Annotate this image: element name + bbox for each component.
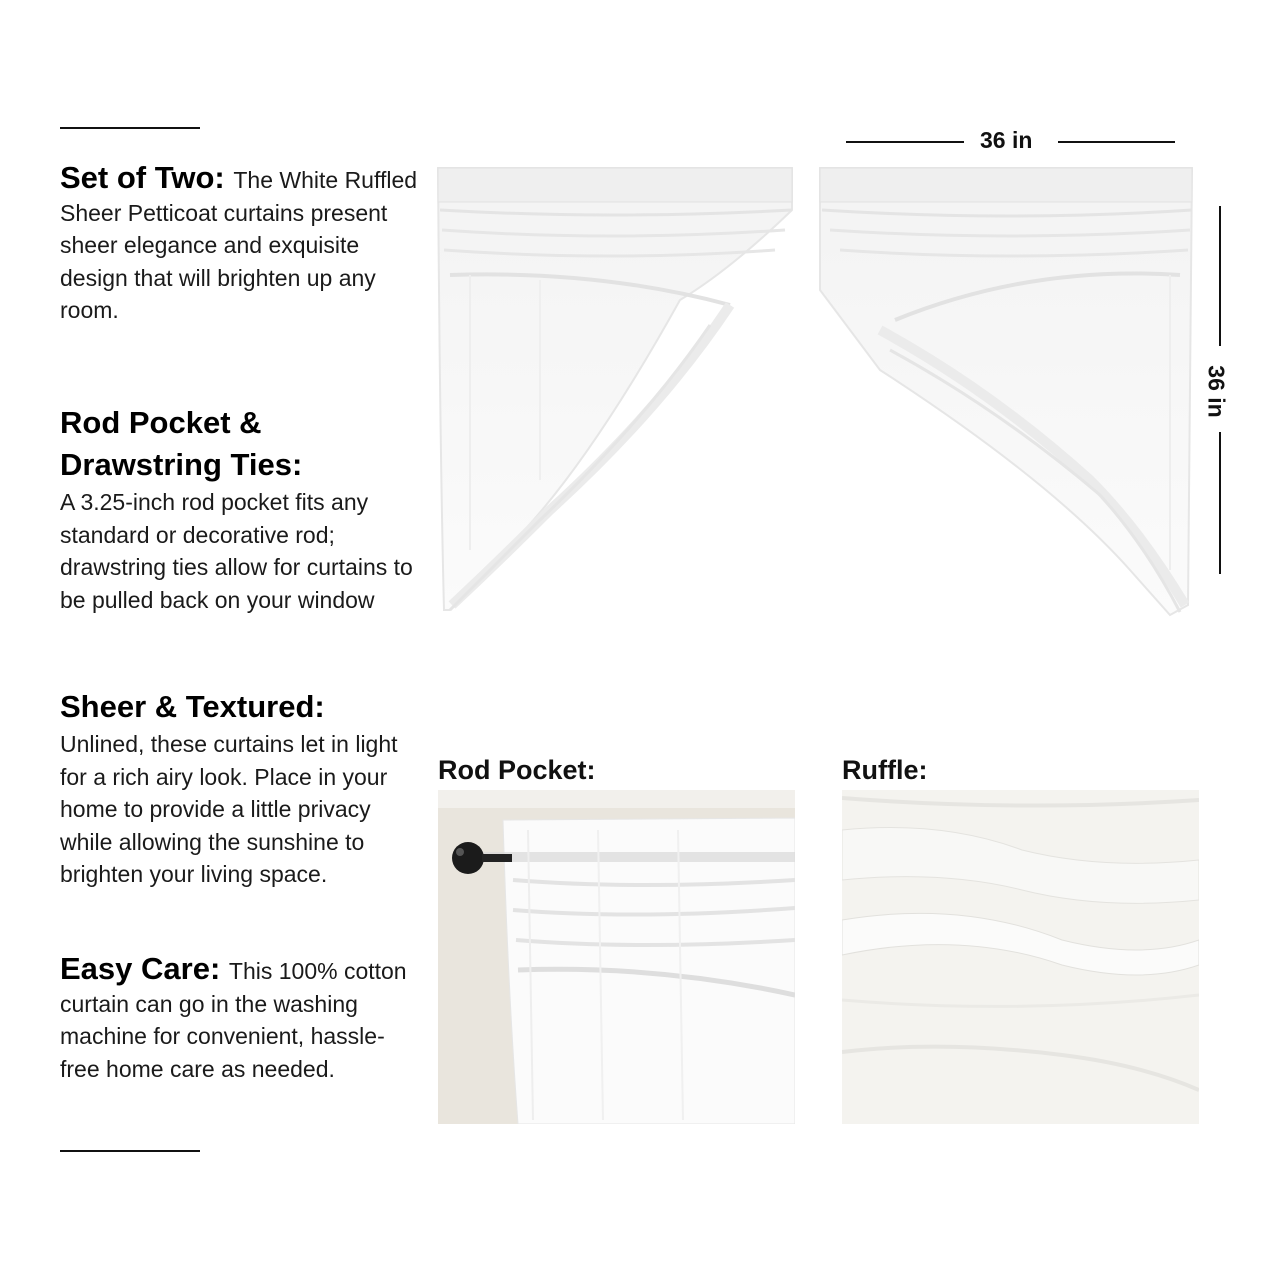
rod-pocket-label: Rod Pocket:	[438, 755, 596, 785]
bottom-divider	[60, 1150, 200, 1152]
feature-easy-care	[60, 953, 420, 1085]
ruffle-label: Ruffle:	[842, 755, 928, 785]
rod-pocket-photo	[438, 790, 795, 1124]
feature-title: Easy Care:	[60, 951, 229, 986]
feature-title: Sheer & Textured:	[60, 689, 325, 724]
top-divider	[60, 127, 200, 129]
feature-body: The White Ruffled Sheer Petticoat curtains present sheer elegance and exquisite design that will brighten up any room.	[60, 167, 418, 323]
feature-title: Rod Pocket & Drawstring Ties:	[60, 405, 303, 482]
feature-sheer-textured	[60, 686, 420, 891]
ruffle-illustration	[842, 790, 1199, 1124]
feature-body: This 100% cotton curtain can go in the washing machine for convenient, hassle-free home care as needed.	[60, 958, 407, 1082]
height-dimension-label: 36 in	[1203, 365, 1230, 418]
width-dimension-line-right	[1058, 141, 1175, 143]
feature-body: A 3.25-inch rod pocket fits any standard or decorative rod; drawstring ties allow for curtains to be pulled back on your window	[60, 489, 413, 613]
rod-pocket-illustration	[438, 790, 795, 1124]
curtain-product-image	[430, 150, 1220, 630]
width-dimension-line-left	[846, 141, 964, 143]
feature-rod-pocket	[60, 402, 420, 616]
left-curtain-panel	[438, 168, 792, 610]
width-dimension-label: 36 in	[980, 127, 1033, 153]
right-curtain-panel	[820, 168, 1192, 615]
feature-set-of-two	[60, 162, 420, 327]
feature-body: Unlined, these curtains let in light for a rich airy look. Place in your home to provide a little privacy while allowing the sunshine to brighten your living space.	[60, 731, 398, 887]
ruffle-photo	[842, 790, 1199, 1124]
feature-title: Set of Two:	[60, 160, 234, 195]
